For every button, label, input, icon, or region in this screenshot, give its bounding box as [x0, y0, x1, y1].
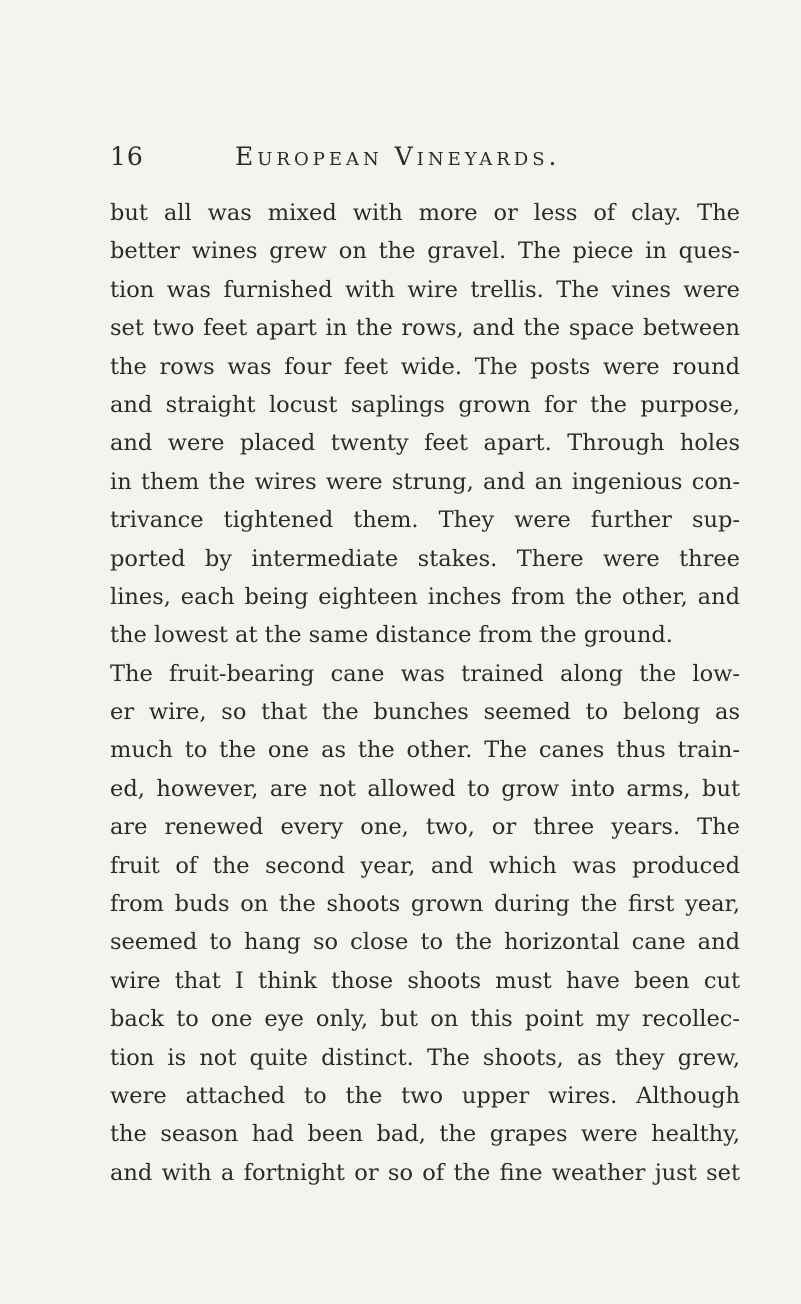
page-number: 16	[110, 142, 144, 171]
text-line: back to one eye only, but on this point my recollec-	[110, 1006, 740, 1033]
text-line: the lowest at the same distance from the ground.	[110, 622, 673, 649]
running-head: European Vineyards.	[235, 142, 561, 171]
text-line: ported by intermediate stakes. There were three	[110, 545, 740, 572]
text-line: fruit of the second year, and which was produced	[110, 852, 740, 879]
text-line: in them the wires were strung, and an ingenious con-	[110, 468, 740, 495]
text-line: The fruit-bearing cane was trained along the low-	[110, 660, 740, 687]
text-line: set two feet apart in the rows, and the space between	[110, 315, 740, 342]
text-line: the season had been bad, the grapes were healthy,	[110, 1121, 740, 1148]
text-line: ed, however, are not allowed to grow into arms, but	[110, 775, 740, 802]
text-line: were attached to the two upper wires. Although	[110, 1082, 740, 1109]
text-line: wire that I think those shoots must have been cut	[110, 967, 740, 994]
text-line: seemed to hang so close to the horizontal cane and	[110, 929, 740, 956]
text-line: er wire, so that the bunches seemed to belong as	[110, 699, 740, 726]
text-line: and with a fortnight or so of the fine weather just set	[110, 1159, 740, 1186]
text-line: trivance tightened them. They were further sup-	[110, 507, 740, 534]
text-line: much to the one as the other. The canes thus train-	[110, 737, 740, 764]
text-line: but all was mixed with more or less of clay. The	[110, 200, 740, 226]
text-line: better wines grew on the gravel. The piece in ques-	[110, 238, 740, 265]
text-line: from buds on the shoots grown during the first year,	[110, 891, 740, 918]
text-line: and were placed twenty feet apart. Through holes	[110, 430, 740, 457]
text-line: lines, each being eighteen inches from the other, and	[110, 583, 740, 610]
text-line: and straight locust saplings grown for the purpose,	[110, 391, 740, 418]
text-line: are renewed every one, two, or three years. The	[110, 814, 740, 841]
text-line: tion is not quite distinct. The shoots, as they grew,	[110, 1044, 740, 1071]
body-text	[110, 194, 740, 1192]
text-line: tion was furnished with wire trellis. The vines were	[110, 276, 740, 303]
text-line: the rows was four feet wide. The posts were round	[110, 353, 740, 380]
